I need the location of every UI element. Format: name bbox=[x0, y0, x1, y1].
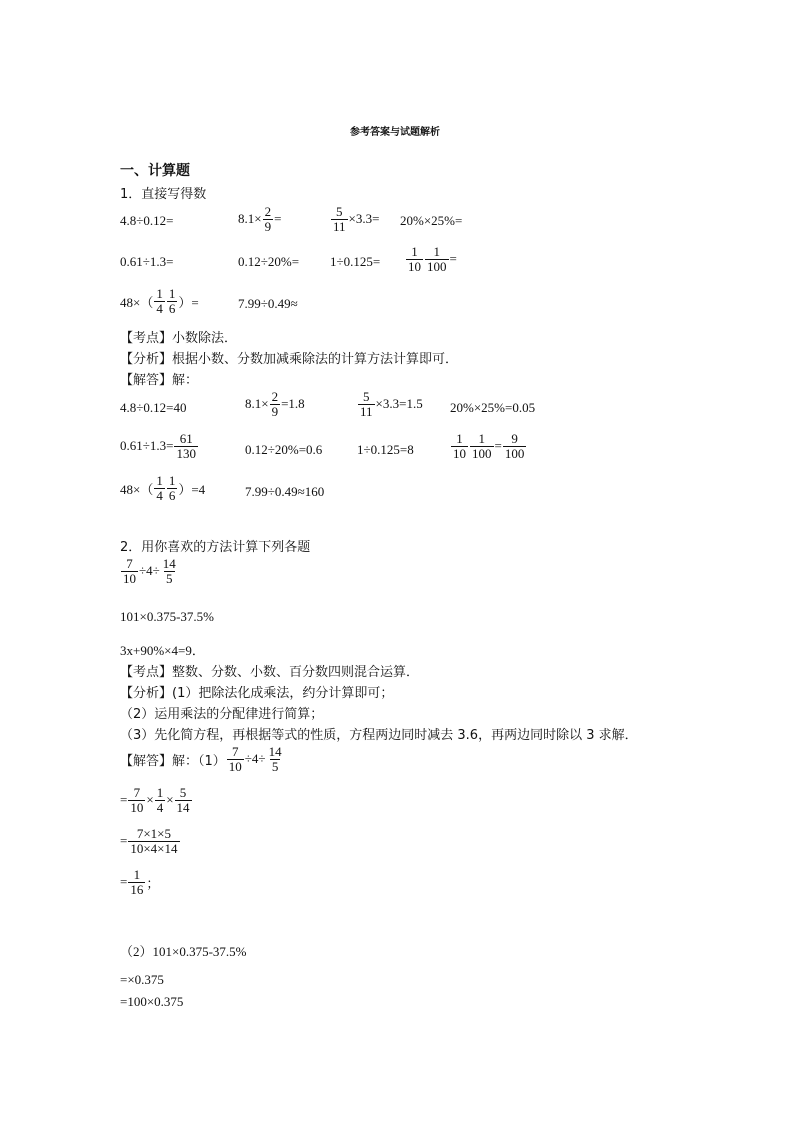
fraction: $\frac{2}{9}$ bbox=[271, 389, 279, 419]
q2-step-2: = $\frac{7\times 1\times 5}{10\times 4\times 14}$ bbox=[120, 826, 178, 856]
q2-jieda: 【解答】 解：（1） $\frac{7}{10}$ ÷4÷ $\frac{14}{5}$ bbox=[120, 744, 282, 774]
problem-text: 0.61÷1.3= bbox=[120, 254, 174, 269]
fraction: $\frac{7\times 1\times 5}{10\times 4\times 14}$ bbox=[130, 826, 178, 856]
fraction: $\frac{1}{10}$ bbox=[453, 431, 466, 461]
answer-expression: $\frac{1}{10}$ $\frac{1}{100}$ = $\frac{9}{100}$ bbox=[453, 431, 525, 461]
answer-text: 1÷0.125=8 bbox=[357, 442, 414, 457]
q2-fenxi-line-2: （2）运用乘法的分配律进行简算； bbox=[120, 707, 324, 722]
fraction: $\frac{7}{10}$ bbox=[130, 785, 144, 815]
problem-text: 20%×25%= bbox=[400, 213, 463, 228]
problem-text: 1÷0.125= bbox=[330, 254, 381, 269]
q2-fenxi: 【分析】(1）把除法化成乘法，约分计算即可； bbox=[120, 686, 394, 701]
q2-step-3: = $\frac{1}{16}$ ； bbox=[120, 867, 160, 897]
q1-kaodian: 【考点】小数除法． bbox=[120, 331, 238, 346]
q2-kaodian: 【考点】整数、分数、小数、百分数四则混合运算． bbox=[120, 665, 420, 680]
q2-expression-1: $\frac{7}{10}$ ÷4÷ $\frac{14}{5}$ bbox=[123, 556, 176, 586]
fraction: $\frac{1}{10}$ bbox=[408, 244, 421, 274]
problem-expression: 48×（ $\frac{1}{4}$ $\frac{1}{6}$ ）= bbox=[120, 286, 199, 316]
answer-expression: $\frac{5}{11}$ ×3.3=1.5 bbox=[360, 389, 423, 419]
fraction: $\frac{7}{10}$ bbox=[123, 556, 136, 586]
answer-expression: 0.61÷1.3= $\frac{61}{130}$ bbox=[120, 431, 196, 461]
q2-expression-2: 101×0.375-37.5% bbox=[120, 609, 214, 624]
answer-expression: 48×（ $\frac{1}{4}$ $\frac{1}{6}$ ）=4 bbox=[120, 473, 206, 503]
page-title: 参考答案与试题解析 bbox=[350, 127, 440, 138]
fraction: $\frac{1}{6}$ bbox=[168, 286, 176, 316]
problem-expression: $\frac{1}{10}$ $\frac{1}{100}$ = bbox=[408, 244, 457, 274]
q1-jieda: 【解答】解： bbox=[120, 373, 199, 388]
fraction: $\frac{1}{4}$ bbox=[156, 286, 163, 316]
fraction: $\frac{14}{5}$ bbox=[162, 556, 176, 586]
question-2-heading: 2．用你喜欢的方法计算下列各题 bbox=[120, 540, 311, 555]
answer-text: 0.12÷20%=0.6 bbox=[245, 442, 323, 457]
fraction: $\frac{5}{11}$ bbox=[333, 204, 346, 234]
fraction: $\frac{9}{100}$ bbox=[504, 431, 525, 461]
fraction: $\frac{7}{10}$ bbox=[228, 744, 242, 774]
question-1-heading: 1．直接写得数 bbox=[120, 187, 207, 202]
q2-expression-3: 3x+90%×4=9． bbox=[120, 643, 205, 658]
section-heading: 一、计算题 bbox=[120, 164, 190, 179]
fraction: $\frac{2}{9}$ bbox=[264, 204, 272, 234]
problem-text: 7.99÷0.49≈ bbox=[238, 296, 298, 311]
answer-text: 7.99÷0.49≈160 bbox=[245, 484, 325, 499]
fraction: $\frac{1}{100}$ bbox=[472, 431, 492, 461]
fraction: $\frac{1}{4}$ bbox=[156, 785, 164, 815]
problem-text: 4.8÷0.12= bbox=[120, 213, 174, 228]
q2-part-2-step-2: =100×0.375 bbox=[120, 994, 184, 1009]
q2-part-2-step-1: =×0.375 bbox=[120, 972, 164, 987]
answer-text: 20%×25%=0.05 bbox=[450, 400, 536, 415]
q2-step-1: = $\frac{7}{10}$ × $\frac{1}{4}$ × $\frac{5}{14}$ bbox=[120, 785, 190, 815]
problem-text: 0.12÷20%= bbox=[238, 254, 300, 269]
fraction: $\frac{14}{5}$ bbox=[268, 744, 282, 774]
fraction: $\frac{1}{6}$ bbox=[168, 473, 176, 503]
fraction: $\frac{1}{100}$ bbox=[427, 244, 447, 274]
fraction: $\frac{5}{14}$ bbox=[176, 785, 190, 815]
q2-fenxi-line-3: （3）先化简方程，再根据等式的性质，方程两边同时减去 3.6，再两边同时除以 3 求解． bbox=[120, 728, 638, 743]
fraction: $\frac{1}{4}$ bbox=[156, 473, 163, 503]
q2-part-2: （2）101×0.375-37.5% bbox=[120, 944, 247, 959]
fraction: $\frac{1}{16}$ bbox=[130, 867, 144, 897]
q1-fenxi: 【分析】根据小数、分数加减乘除法的计算方法计算即可． bbox=[120, 352, 459, 367]
fraction: $\frac{61}{130}$ bbox=[176, 431, 196, 461]
answer-expression: 8.1× $\frac{2}{9}$ =1.8 bbox=[245, 389, 305, 419]
problem-expression: 8.1× $\frac{2}{9}$ = bbox=[238, 204, 282, 234]
problem-expression: $\frac{5}{11}$ ×3.3= bbox=[333, 204, 380, 234]
answer-text: 4.8÷0.12=40 bbox=[120, 400, 187, 415]
fraction: $\frac{5}{11}$ bbox=[360, 389, 373, 419]
